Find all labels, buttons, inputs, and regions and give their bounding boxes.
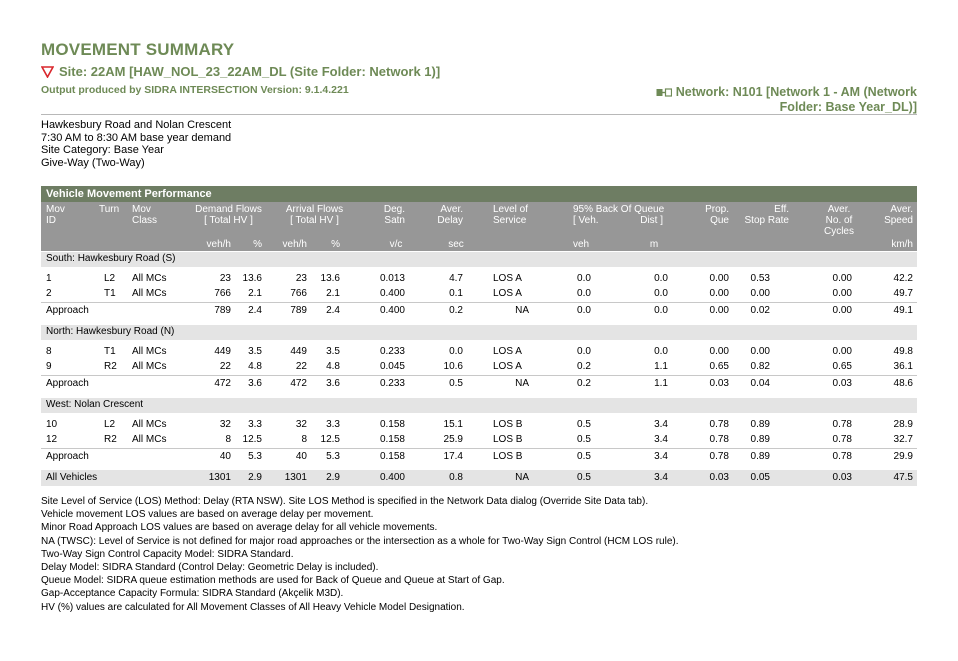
unit-sec: sec [448, 239, 464, 250]
hdr-mov: Mov ID [46, 204, 65, 226]
page-title: MOVEMENT SUMMARY [41, 40, 235, 59]
cell-eff: 0.02 [750, 305, 770, 316]
cell-turn: L2 [104, 273, 116, 284]
cell-deg: 0.400 [379, 288, 405, 299]
cell-qveh: 0.5 [577, 472, 591, 483]
cell-eff: 0.05 [750, 472, 770, 483]
cell-qdist: 0.0 [654, 288, 668, 299]
cell-prop: 0.78 [709, 451, 729, 462]
cell-cls: All MCs [132, 361, 167, 372]
hdr-turn: Turn [99, 204, 120, 215]
cell-los: LOS A [493, 346, 522, 357]
cell-los: LOS B [493, 419, 523, 430]
cell-prop: 0.00 [709, 346, 729, 357]
site-heading [41, 64, 440, 79]
cell-id: 8 [46, 346, 52, 357]
cell-ahv: 2.9 [326, 472, 340, 483]
output-produced-by: Output produced by SIDRA INTERSECTION Version: 9.1.4.221 [41, 84, 349, 96]
cell-delay: 0.2 [449, 305, 463, 316]
cell-at: 766 [290, 288, 307, 299]
note-line: Minor Road Approach LOS values are based on average delay for all vehicle movements. [41, 522, 438, 534]
cell-speed: 28.9 [893, 419, 913, 430]
cell-ahv: 3.6 [326, 378, 340, 389]
cell-dt: 1301 [208, 472, 231, 483]
site-label: Site: 22AM [HAW_NOL_23_22AM_DL (Site Folder: Network 1)] [59, 64, 441, 79]
hdr-delay: Aver. Delay [437, 204, 463, 226]
approach-row [41, 375, 917, 391]
cell-delay: 10.6 [443, 361, 463, 372]
note-line: Site Level of Service (LOS) Method: Delay (RTA NSW). Site LOS Method is specified in the Network Data dialog (Override Site Data tab). [41, 496, 649, 507]
cell-at: 23 [295, 273, 307, 284]
cell-deg: 0.233 [379, 346, 405, 357]
cell-dhv: 2.4 [248, 305, 262, 316]
cell-eff: 0.00 [750, 346, 770, 357]
note-line: Delay Model: SIDRA Standard (Control Delay: Geometric Delay is included). [41, 562, 379, 574]
site-info [41, 119, 231, 169]
cell-at: 789 [290, 305, 307, 316]
cell-prop: 0.00 [709, 273, 729, 284]
table-row [41, 286, 917, 301]
cell-ahv: 3.3 [326, 419, 340, 430]
cell-qveh: 0.0 [577, 288, 591, 299]
cell-speed: 42.2 [893, 273, 913, 284]
cell-ahv: 3.5 [326, 346, 340, 357]
hdr-speed: Aver. Speed [884, 204, 913, 226]
cell-at: 1301 [284, 472, 307, 483]
site-info-line: Hawkesbury Road and Nolan Crescent [41, 119, 232, 131]
cell-label: Approach [46, 305, 89, 316]
cell-eff: 0.04 [750, 378, 770, 389]
cell-dhv: 12.5 [242, 434, 262, 445]
cell-qveh: 0.2 [577, 361, 591, 372]
cell-eff: 0.89 [750, 419, 770, 430]
table-row [41, 417, 917, 432]
cell-at: 472 [290, 378, 307, 389]
cell-dhv: 2.9 [248, 472, 262, 483]
cell-los: NA [515, 305, 529, 316]
site-triangle-icon [41, 66, 54, 78]
cell-cyc: 0.00 [832, 305, 852, 316]
cell-label: Approach [46, 378, 89, 389]
cell-delay: 0.1 [449, 288, 463, 299]
hdr-prop-que: Prop. Que [705, 204, 729, 226]
cell-dhv: 5.3 [248, 451, 262, 462]
cell-cls: All MCs [132, 273, 167, 284]
cell-qveh: 0.2 [577, 378, 591, 389]
unit-veh-h: veh/h [206, 239, 231, 250]
cell-qveh: 0.0 [577, 305, 591, 316]
cell-eff: 0.82 [750, 361, 770, 372]
cell-prop: 0.78 [709, 434, 729, 445]
note-line: Vehicle movement LOS values are based on average delay per movement. [41, 509, 374, 521]
cell-qdist: 1.1 [654, 361, 668, 372]
cell-delay: 0.0 [449, 346, 463, 357]
cell-id: 9 [46, 361, 52, 372]
table-row [41, 271, 917, 286]
cell-qdist: 1.1 [654, 378, 668, 389]
cell-qdist: 3.4 [654, 419, 668, 430]
hdr-deg-satn: Deg. Satn [383, 204, 405, 226]
cell-dt: 32 [219, 419, 231, 430]
cell-turn: R2 [104, 361, 117, 372]
cell-qdist: 0.0 [654, 346, 668, 357]
hdr-arrival: Arrival Flows [ Total HV ] [285, 204, 344, 226]
notes [41, 495, 679, 614]
unit-percent: % [253, 239, 262, 250]
cell-dt: 22 [219, 361, 231, 372]
cell-delay: 0.8 [449, 472, 463, 483]
hdr-stop-rate: Eff. Stop Rate [744, 204, 789, 226]
section-name: North: Hawkesbury Road (N) [46, 326, 175, 337]
cell-delay: 4.7 [449, 273, 463, 284]
cell-delay: 15.1 [443, 419, 463, 430]
note-line: HV (%) values are calculated for All Movement Classes of All Heavy Vehicle Model Designation. [41, 601, 465, 613]
note-line: Queue Model: SIDRA queue estimation methods are used for Back of Queue and Queue at Start of Gap. [41, 575, 505, 587]
cell-speed: 36.1 [893, 361, 913, 372]
cell-cyc: 0.65 [832, 361, 852, 372]
cell-cyc: 0.00 [832, 273, 852, 284]
cell-turn: L2 [104, 419, 116, 430]
cell-prop: 0.78 [709, 419, 729, 430]
cell-at: 22 [295, 361, 307, 372]
cell-ahv: 5.3 [326, 451, 340, 462]
cell-cls: All MCs [132, 434, 167, 445]
section-header [41, 252, 917, 267]
cell-qdist: 3.4 [654, 434, 668, 445]
table-title: Vehicle Movement Performance [41, 186, 917, 202]
header-divider [41, 114, 917, 115]
site-info-line: Site Category: Base Year [41, 144, 164, 156]
cell-dhv: 3.6 [248, 378, 262, 389]
cell-ahv: 2.4 [326, 305, 340, 316]
network-heading [647, 85, 917, 115]
cell-cyc: 0.03 [832, 378, 852, 389]
section-name: South: Hawkesbury Road (S) [46, 253, 176, 264]
cell-delay: 17.4 [443, 451, 463, 462]
cell-at: 449 [290, 346, 307, 357]
cell-label: All Vehicles [46, 472, 98, 483]
cell-qveh: 0.0 [577, 346, 591, 357]
cell-cls: All MCs [132, 288, 167, 299]
cell-dhv: 4.8 [248, 361, 262, 372]
cell-los: LOS A [493, 288, 522, 299]
cell-turn: T1 [104, 346, 116, 357]
cell-qdist: 0.0 [654, 305, 668, 316]
cell-cyc: 0.78 [832, 419, 852, 430]
note-line: Gap-Acceptance Capacity Formula: SIDRA Standard (Akçelik M3D). [41, 588, 344, 600]
approach-row [41, 302, 917, 318]
cell-deg: 0.158 [379, 451, 405, 462]
cell-at: 40 [295, 451, 307, 462]
note-line: Two-Way Sign Control Capacity Model: SIDRA Standard. [41, 548, 294, 560]
hdr-class: Mov Class [132, 204, 158, 226]
cell-cyc: 0.00 [832, 288, 852, 299]
table-body [41, 252, 917, 486]
cell-ahv: 13.6 [320, 273, 340, 284]
table-header [41, 202, 917, 251]
cell-qveh: 0.0 [577, 273, 591, 284]
cell-delay: 25.9 [443, 434, 463, 445]
all-vehicles-row [41, 470, 917, 486]
cell-prop: 0.00 [709, 288, 729, 299]
cell-at: 32 [295, 419, 307, 430]
cell-qdist: 3.4 [654, 451, 668, 462]
section-name: West: Nolan Crescent [46, 399, 144, 410]
hdr-queue: 95% Back Of Queue [ Veh. Dist ] [573, 204, 665, 226]
cell-delay: 0.5 [449, 378, 463, 389]
cell-prop: 0.03 [709, 378, 729, 389]
movement-table [41, 186, 917, 486]
cell-dhv: 13.6 [242, 273, 262, 284]
table-row [41, 432, 917, 447]
cell-id: 2 [46, 288, 52, 299]
hdr-los: Level of Service [493, 204, 529, 226]
cell-id: 12 [46, 434, 58, 445]
cell-speed: 49.7 [893, 288, 913, 299]
cell-deg: 0.158 [379, 434, 405, 445]
network-icon [656, 88, 672, 97]
cell-dhv: 2.1 [248, 288, 262, 299]
cell-cls: All MCs [132, 419, 167, 430]
cell-cls: All MCs [132, 346, 167, 357]
cell-turn: R2 [104, 434, 117, 445]
cell-deg: 0.013 [379, 273, 405, 284]
table-row [41, 359, 917, 374]
table-row [41, 344, 917, 359]
unit-veh: veh [572, 239, 590, 250]
cell-deg: 0.158 [379, 419, 405, 430]
cell-cyc: 0.78 [832, 434, 852, 445]
cell-eff: 0.89 [750, 451, 770, 462]
cell-ahv: 4.8 [326, 361, 340, 372]
cell-los: NA [515, 378, 529, 389]
cell-dt: 789 [214, 305, 231, 316]
cell-los: LOS A [493, 273, 522, 284]
site-info-line: 7:30 AM to 8:30 AM base year demand [41, 131, 232, 144]
cell-speed: 32.7 [893, 434, 913, 445]
cell-deg: 0.045 [379, 361, 405, 372]
cell-speed: 47.5 [893, 472, 913, 483]
cell-dt: 766 [214, 288, 231, 299]
cell-deg: 0.400 [379, 472, 405, 483]
cell-qdist: 3.4 [654, 472, 668, 483]
cell-turn: T1 [104, 288, 116, 299]
cell-speed: 49.1 [893, 305, 913, 316]
site-info-line: Give-Way (Two-Way) [41, 156, 145, 169]
cell-qveh: 0.5 [577, 451, 591, 462]
cell-speed: 48.6 [893, 378, 913, 389]
cell-id: 1 [46, 273, 52, 284]
unit-m: m [649, 239, 659, 250]
approach-row [41, 448, 917, 464]
network-line-2: Folder: Base Year_DL)] [779, 100, 917, 114]
cell-dt: 472 [214, 378, 231, 389]
cell-eff: 0.89 [750, 434, 770, 445]
cell-id: 10 [46, 419, 58, 430]
cell-prop: 0.00 [709, 305, 729, 316]
cell-prop: 0.65 [709, 361, 729, 372]
cell-dt: 8 [225, 434, 231, 445]
cell-qveh: 0.5 [577, 419, 591, 430]
cell-los: LOS A [493, 361, 522, 372]
cell-dt: 449 [214, 346, 231, 357]
cell-ahv: 2.1 [326, 288, 340, 299]
cell-eff: 0.00 [750, 288, 770, 299]
section-header [41, 325, 917, 340]
cell-los: LOS B [493, 451, 523, 462]
cell-dt: 40 [219, 451, 231, 462]
hdr-cycles: Aver. No. of Cycles [823, 204, 854, 237]
cell-los: NA [515, 472, 529, 483]
cell-dhv: 3.3 [248, 419, 262, 430]
cell-ahv: 12.5 [320, 434, 340, 445]
section-header [41, 398, 917, 413]
cell-qveh: 0.5 [577, 434, 591, 445]
cell-at: 8 [301, 434, 307, 445]
cell-prop: 0.03 [709, 472, 729, 483]
cell-dt: 23 [219, 273, 231, 284]
cell-cyc: 0.78 [832, 451, 852, 462]
note-line: NA (TWSC): Level of Service is not defined for major road approaches or the intersection as a whole for Two-Way Sign Control (HCM LOS rule). [41, 535, 679, 547]
unit-percent: % [331, 239, 340, 250]
cell-speed: 29.9 [893, 451, 913, 462]
unit-km-h: km/h [891, 239, 913, 250]
cell-deg: 0.400 [379, 305, 405, 316]
cell-speed: 49.8 [893, 346, 913, 357]
network-line-1: Network: N101 [Network 1 - AM (Network [675, 85, 917, 99]
unit-vc: v/c [389, 239, 403, 250]
unit-veh-h: veh/h [282, 239, 307, 250]
cell-cyc: 0.03 [832, 472, 852, 483]
hdr-demand: Demand Flows [ Total HV ] [195, 204, 262, 226]
cell-los: LOS B [493, 434, 523, 445]
cell-dhv: 3.5 [248, 346, 262, 357]
cell-cyc: 0.00 [832, 346, 852, 357]
cell-qdist: 0.0 [654, 273, 668, 284]
cell-deg: 0.233 [379, 378, 405, 389]
cell-eff: 0.53 [750, 273, 770, 284]
cell-label: Approach [46, 451, 89, 462]
